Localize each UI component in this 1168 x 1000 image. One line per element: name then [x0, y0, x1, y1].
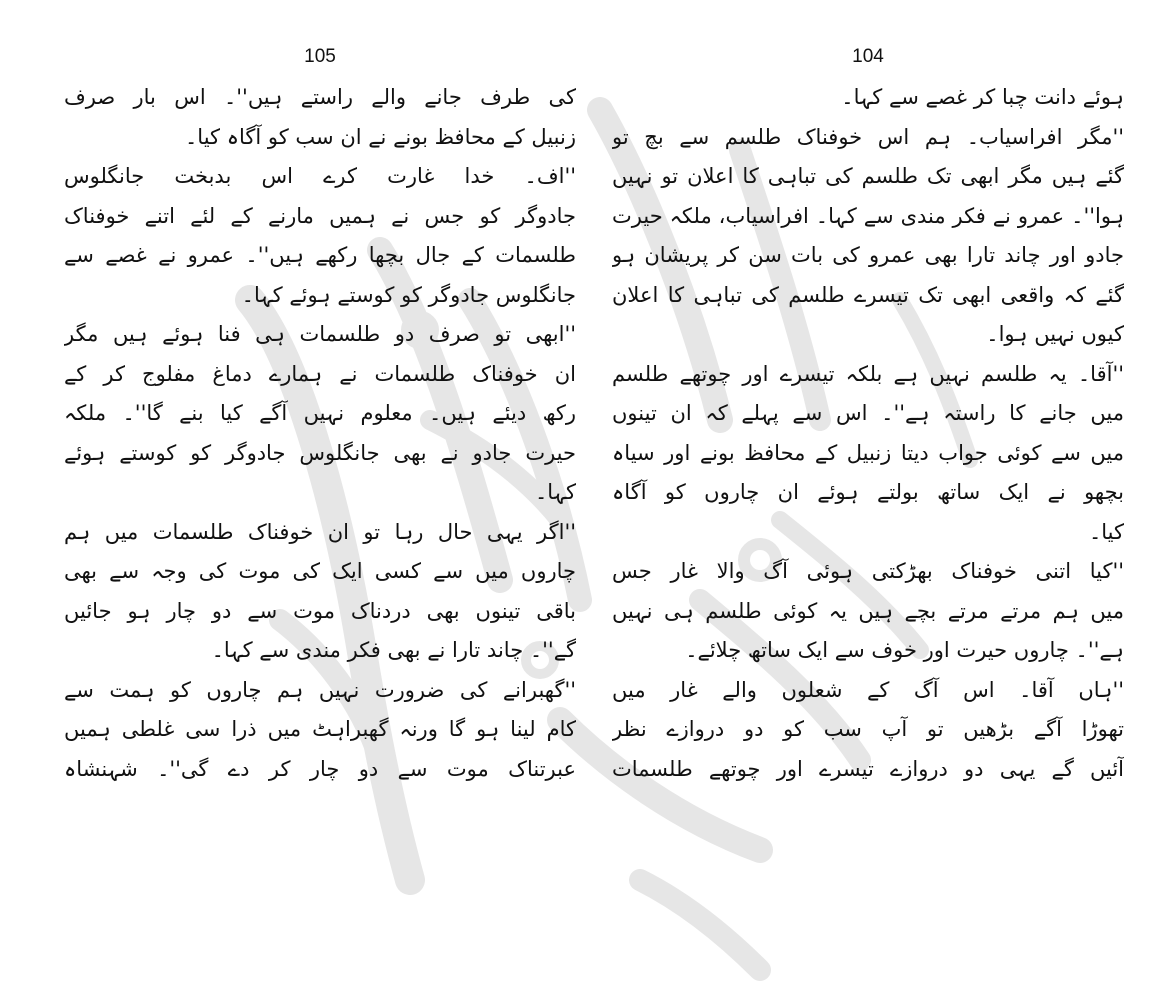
text-line: کیا۔ [1088, 519, 1124, 544]
text-line: زنبیل کے محافظ بونے نے ان سب کو آگاہ کیا۔ [184, 124, 576, 149]
text-line: جادو اور چاند تارا بھی عمرو کی بات سن کر پریشان ہو [612, 243, 1124, 267]
text-line: گے''۔ چاند تارا نے بھی فکر مندی سے کہا۔ [211, 638, 576, 662]
text-line: ہوئے دانت چبا کر غصے سے کہا۔ [841, 85, 1124, 109]
right-page-text [612, 78, 1124, 789]
left-page-text [64, 78, 576, 789]
text-line: رکھ دیئے ہیں۔ معلوم نہیں آگے کیا بنے گا''۔ ملکہ [64, 401, 576, 425]
text-line: کیوں نہیں ہوا۔ [986, 322, 1124, 346]
text-line: بچھو نے ایک ساتھ بولتے ہوئے ان چاروں کو آگاہ [612, 480, 1124, 504]
text-line: کام لینا ہو گا ورنہ گھبراہٹ میں ذرا سی غلطی ہمیں [64, 717, 576, 741]
text-line: تھوڑا آگے بڑھیں تو آپ سب کو دو دروازے نظر [612, 717, 1124, 741]
text-line: ''ہاں آقا۔ اس آگ کے شعلوں والے غار میں [612, 677, 1124, 702]
text-line: ہے''۔ چاروں حیرت اور خوف سے ایک ساتھ چلائے۔ [685, 638, 1124, 662]
text-line: جادوگر کو جس نے ہمیں مارنے کے لئے اتنے خوفناک [64, 203, 576, 228]
text-line: گئے کہ واقعی ابھی تک تیسرے طلسم کی تباہی کا اعلان [612, 282, 1124, 307]
page-number-left: 105 [304, 46, 336, 67]
text-line: میں سے کوئی جواب دیتا زنبیل کے محافظ بونے اور سیاہ [612, 440, 1124, 465]
text-line: میں جانے کا راستہ ہے''۔ اس سے پہلے کہ ان تینوں [612, 401, 1124, 425]
text-line: ہوا''۔ عمرو نے فکر مندی سے کہا۔ افراسیاب، ملکہ حیرت [612, 203, 1124, 228]
text-line: میں ہم مرتے مرتے بچے ہیں یہ کوئی طلسم ہی نہیں [612, 598, 1124, 623]
text-line: کہا۔ [534, 480, 576, 504]
text-line: چاروں میں سے کسی ایک کی موت کی وجہ سے بھی [64, 559, 576, 583]
text-line: ''ابھی تو صرف دو طلسمات ہی فنا ہوئے ہیں مگر [64, 322, 576, 346]
text-line: ''گھبرانے کی ضرورت نہیں ہم چاروں کو ہمت سے [64, 677, 576, 702]
text-line: کی طرف جانے والے راستے ہیں''۔ اس بار صرف [64, 85, 576, 109]
text-line: ''اگر یہی حال رہا تو ان خوفناک طلسمات میں ہم [64, 519, 576, 544]
text-line: باقی تینوں بھی دردناک موت سے دو چار ہو جائیں [64, 598, 576, 623]
left-page [64, 40, 576, 980]
page-number-right: 104 [852, 46, 884, 67]
text-line: جانگلوس جادوگر کو کوستے ہوئے کہا۔ [241, 282, 576, 307]
text-line: آئیں گے یہی دو دروازے تیسرے اور چوتھے طلسمات [612, 756, 1124, 781]
text-line: حیرت جادو نے بھی جانگلوس جادوگر کو کوستے ہوئے [64, 440, 576, 465]
text-line: عبرتناک موت سے دو چار کر دے گی''۔ شہنشاہ [64, 756, 576, 781]
right-page [612, 40, 1124, 980]
text-line: ان خوفناک طلسمات نے ہمارے دماغ مفلوج کر کے [64, 361, 576, 386]
text-line: ''مگر افراسیاب۔ ہم اس خوفناک طلسم سے بچ تو [612, 124, 1124, 149]
text-line: گئے ہیں مگر ابھی تک طلسم کی تباہی کا اعلان تو نہیں [612, 164, 1124, 188]
text-line: ''آقا۔ یہ طلسم نہیں ہے بلکہ تیسرے اور چوتھے طلسم [612, 361, 1124, 386]
text-line: طلسمات کے جال بچھا رکھے ہیں''۔ عمرو نے غصے سے [64, 243, 576, 267]
text-line: ''اف۔ خدا غارت کرے اس بدبخت جانگلوس [64, 164, 576, 188]
text-line: ''کیا اتنی خوفناک بھڑکتی ہوئی آگ والا غار جس [612, 559, 1124, 583]
